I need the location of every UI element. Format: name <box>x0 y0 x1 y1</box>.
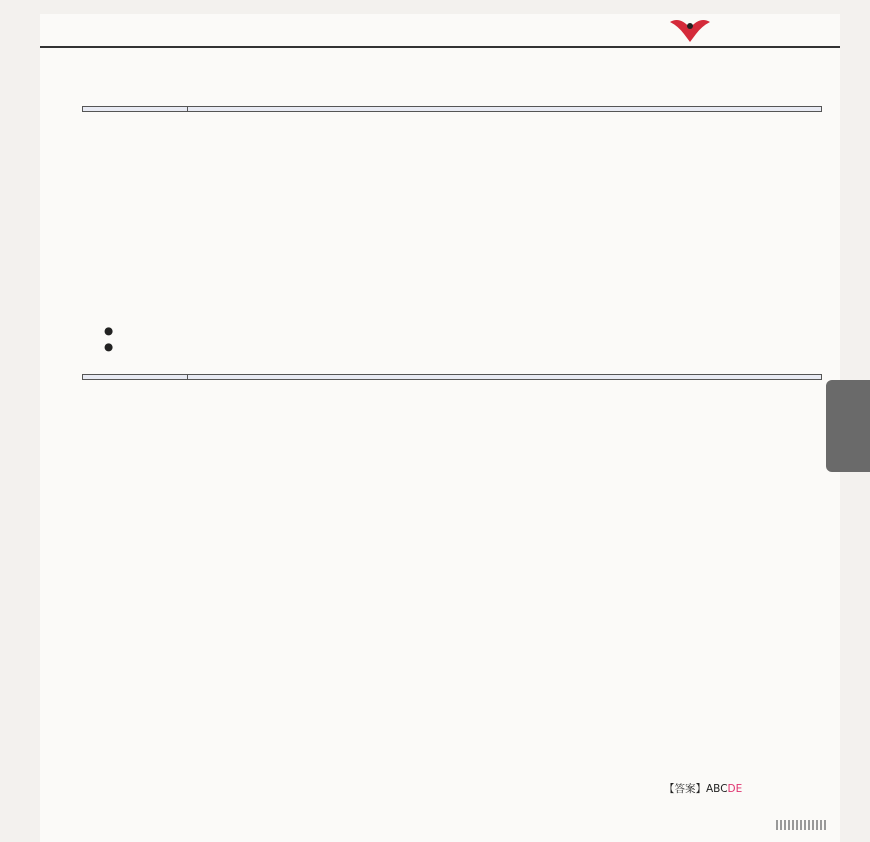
eagle-icon <box>668 14 712 44</box>
answer-key: 【答案】ABCDE <box>664 783 743 795</box>
bullet-icon: ● <box>104 341 114 353</box>
question-180-options-1 <box>104 766 384 780</box>
bullet-1 <box>104 324 113 338</box>
page-number-decoration <box>776 820 826 830</box>
question-180-options-2 <box>104 782 822 796</box>
special-breast-cancer-table <box>82 106 822 112</box>
question-179-options <box>104 734 594 748</box>
brand-logo <box>668 14 838 44</box>
page-header <box>40 14 840 44</box>
document-page <box>40 14 840 842</box>
header-rule <box>40 46 840 48</box>
part-side-tab <box>826 380 870 472</box>
differential-diagnosis-table <box>82 374 822 380</box>
bullet-2 <box>104 340 113 354</box>
bullet-icon: ● <box>104 325 114 337</box>
